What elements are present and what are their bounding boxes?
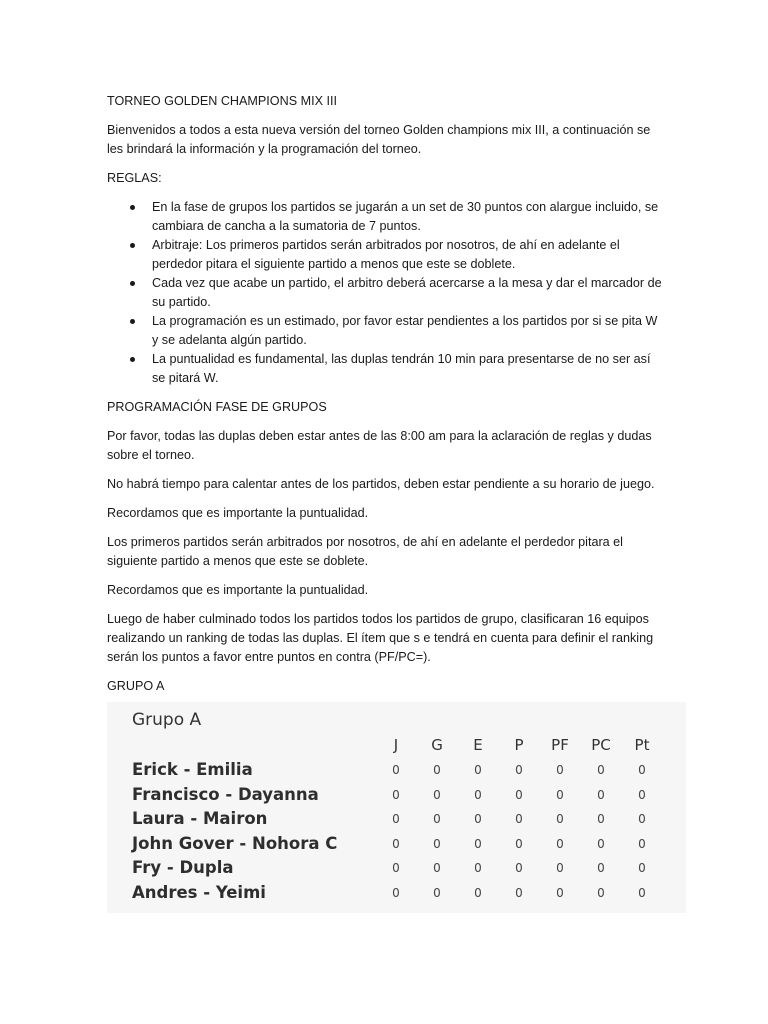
paragraph: Luego de haber culminado todos los partidos todos los partidos de grupo, clasificaran 16 equipos realizando un ranking de todas las duplas. El ítem que s e tendrá en cuenta para definir el ranking serán los puntos a favor entre puntos en contra (PF/PC=). bbox=[107, 612, 654, 664]
cell-j: 0 bbox=[392, 812, 400, 826]
cell-j: 0 bbox=[392, 861, 400, 875]
cell-pt: 0 bbox=[638, 886, 646, 900]
cell-p: 0 bbox=[515, 788, 523, 802]
column-header-p: P bbox=[514, 736, 524, 754]
cell-pf: 0 bbox=[556, 861, 564, 875]
cell-g: 0 bbox=[433, 886, 441, 900]
table-row bbox=[107, 858, 686, 882]
rule-item: Arbitraje: Los primeros partidos serán arbitrados por nosotros, de ahí en adelante el perdedor pitara el siguiente partido a menos que este se doblete. bbox=[107, 236, 667, 274]
team-pair: Andres - Yeimi bbox=[132, 883, 266, 902]
group-heading: GRUPO A bbox=[107, 679, 165, 693]
cell-p: 0 bbox=[515, 837, 523, 851]
column-header-pt: Pt bbox=[634, 736, 650, 754]
paragraph: Los primeros partidos serán arbitrados por nosotros, de ahí en adelante el perdedor pitara el siguiente partido a menos que este se doblete. bbox=[107, 535, 623, 568]
table-row bbox=[107, 809, 686, 833]
cell-g: 0 bbox=[433, 861, 441, 875]
cell-pt: 0 bbox=[638, 812, 646, 826]
cell-pc: 0 bbox=[597, 861, 605, 875]
paragraph: No habrá tiempo para calentar antes de los partidos, deben estar pendiente a su horario de juego. bbox=[107, 477, 655, 491]
cell-p: 0 bbox=[515, 886, 523, 900]
table-row bbox=[107, 883, 686, 907]
table-row bbox=[107, 760, 686, 784]
cell-e: 0 bbox=[474, 861, 482, 875]
rule-item: La programación es un estimado, por favor estar pendientes a los partidos por si se pita W y se adelanta algún partido. bbox=[107, 312, 667, 350]
cell-g: 0 bbox=[433, 788, 441, 802]
rule-item: En la fase de grupos los partidos se jugarán a un set de 30 puntos con alargue incluido, se cambiara de cancha a la sumatoria de 7 puntos. bbox=[107, 198, 667, 236]
cell-p: 0 bbox=[515, 812, 523, 826]
paragraph: Por favor, todas las duplas deben estar antes de las 8:00 am para la aclaración de reglas y dudas sobre el torneo. bbox=[107, 429, 652, 462]
cell-j: 0 bbox=[392, 763, 400, 777]
table-row bbox=[107, 785, 686, 809]
column-header-pc: PC bbox=[591, 736, 611, 754]
paragraph: Recordamos que es importante la puntualidad. bbox=[107, 583, 369, 597]
cell-j: 0 bbox=[392, 886, 400, 900]
tournament-title: TORNEO GOLDEN CHAMPIONS MIX III bbox=[107, 94, 337, 108]
team-pair: Erick - Emilia bbox=[132, 760, 253, 779]
cell-e: 0 bbox=[474, 788, 482, 802]
paragraph: Recordamos que es importante la puntualidad. bbox=[107, 506, 369, 520]
cell-j: 0 bbox=[392, 788, 400, 802]
column-header-j: J bbox=[393, 736, 399, 754]
rules-list bbox=[107, 198, 667, 388]
column-header-pf: PF bbox=[551, 736, 569, 754]
cell-e: 0 bbox=[474, 886, 482, 900]
cell-e: 0 bbox=[474, 763, 482, 777]
cell-pf: 0 bbox=[556, 886, 564, 900]
cell-e: 0 bbox=[474, 812, 482, 826]
cell-pc: 0 bbox=[597, 788, 605, 802]
cell-g: 0 bbox=[433, 763, 441, 777]
cell-pf: 0 bbox=[556, 763, 564, 777]
column-header-e: E bbox=[473, 736, 483, 754]
team-pair: Laura - Mairon bbox=[132, 809, 268, 828]
team-pair: John Gover - Nohora C bbox=[132, 834, 338, 853]
cell-g: 0 bbox=[433, 812, 441, 826]
cell-g: 0 bbox=[433, 837, 441, 851]
cell-p: 0 bbox=[515, 861, 523, 875]
schedule-heading: PROGRAMACIÓN FASE DE GRUPOS bbox=[107, 400, 327, 414]
rule-item: La puntualidad es fundamental, las duplas tendrán 10 min para presentarse de no ser así se pitará W. bbox=[107, 350, 667, 388]
rules-heading: REGLAS: bbox=[107, 171, 162, 185]
rule-item: Cada vez que acabe un partido, el arbitro deberá acercarse a la mesa y dar el marcador de su partido. bbox=[107, 274, 667, 312]
cell-pc: 0 bbox=[597, 812, 605, 826]
group-a-table bbox=[107, 702, 686, 913]
team-pair: Francisco - Dayanna bbox=[132, 785, 319, 804]
cell-pc: 0 bbox=[597, 886, 605, 900]
team-pair: Fry - Dupla bbox=[132, 858, 234, 877]
cell-p: 0 bbox=[515, 763, 523, 777]
cell-e: 0 bbox=[474, 837, 482, 851]
cell-pt: 0 bbox=[638, 837, 646, 851]
cell-pf: 0 bbox=[556, 788, 564, 802]
cell-pc: 0 bbox=[597, 763, 605, 777]
cell-pt: 0 bbox=[638, 763, 646, 777]
group-table-header bbox=[107, 736, 686, 758]
table-row bbox=[107, 834, 686, 858]
cell-pt: 0 bbox=[638, 788, 646, 802]
cell-j: 0 bbox=[392, 837, 400, 851]
cell-pf: 0 bbox=[556, 812, 564, 826]
column-header-g: G bbox=[431, 736, 443, 754]
document-body bbox=[107, 92, 667, 706]
group-table-title: Grupo A bbox=[132, 710, 202, 730]
intro-paragraph: Bienvenidos a todos a esta nueva versión del torneo Golden champions mix III, a continuación se les brindará la información y la programación del torneo. bbox=[107, 123, 651, 156]
cell-pc: 0 bbox=[597, 837, 605, 851]
cell-pf: 0 bbox=[556, 837, 564, 851]
cell-pt: 0 bbox=[638, 861, 646, 875]
